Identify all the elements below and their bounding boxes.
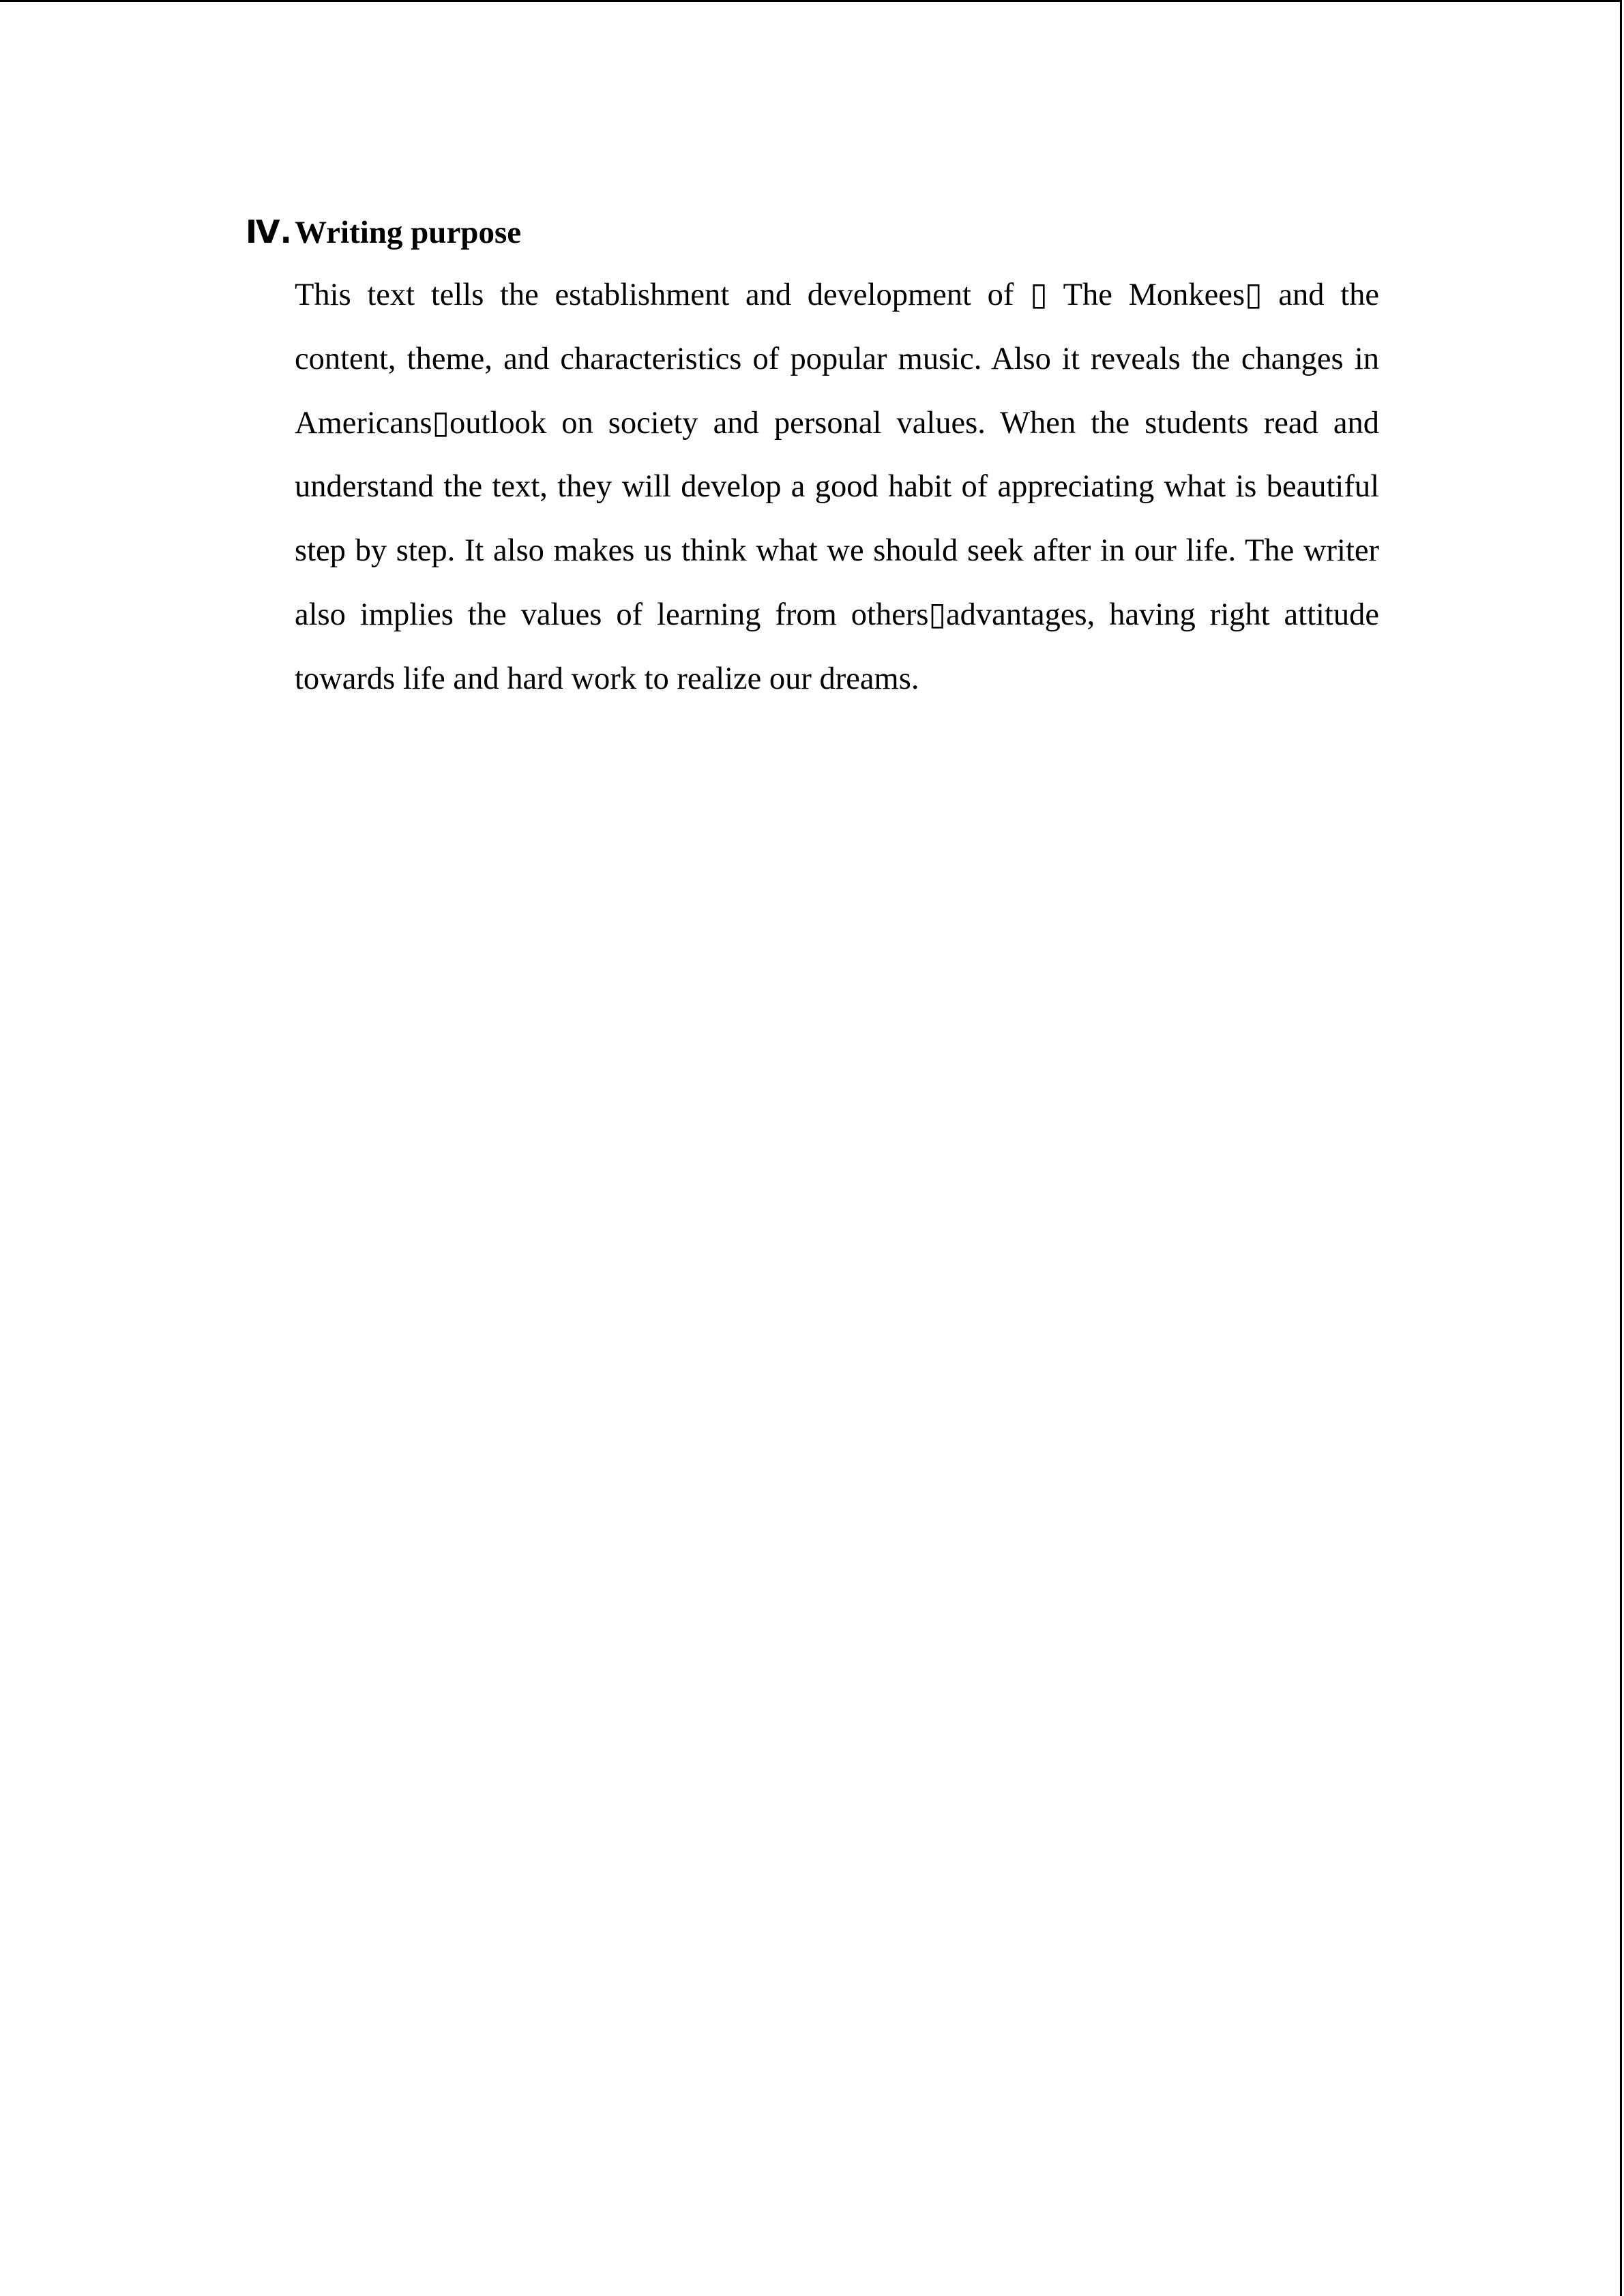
section-writing-purpose (246, 210, 1379, 711)
section-heading (246, 210, 1379, 254)
section-number: Ⅳ. (246, 213, 293, 250)
section-title: Writing purpose (295, 215, 522, 250)
section-paragraph: This text tells the establishment and development of ▯ The Monkees▯ and the content, theme, and characteristics of popular music. Also it reveals the changes in Americans▯outlook on society and personal values. When the students read and understand the text, they will develop a good habit of appreciating what is beautiful step by step. It also makes us think what we should seek after in our life. The writer also implies the values of learning from others▯advantages, having right attitude towards life and hard work to realize our dreams. (295, 278, 1379, 696)
